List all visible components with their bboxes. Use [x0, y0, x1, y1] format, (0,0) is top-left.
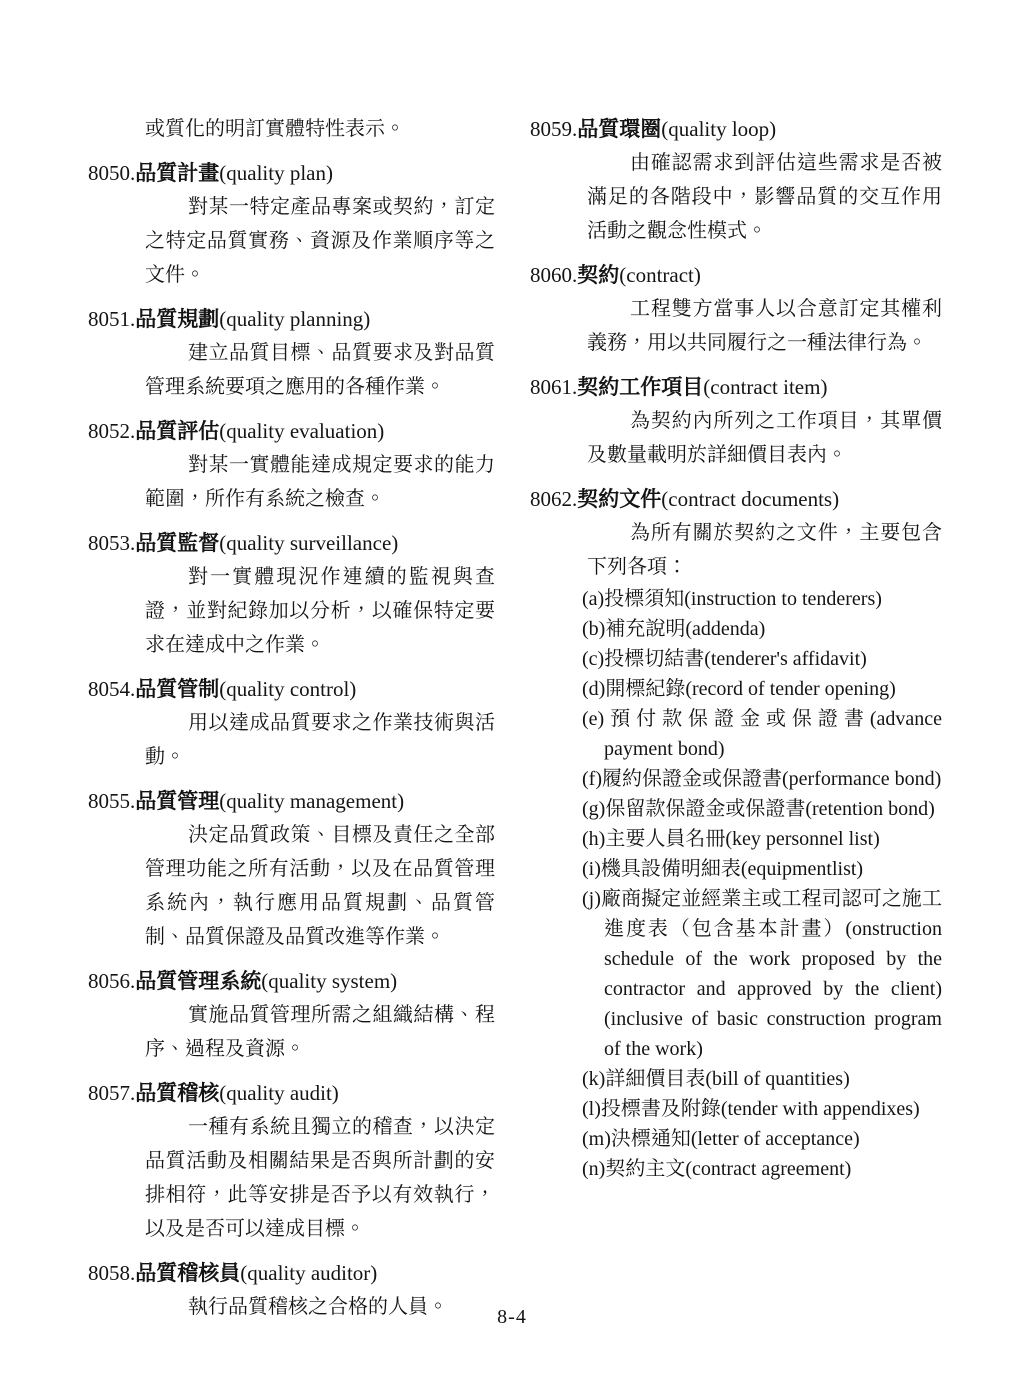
entry-number: 8056. — [88, 969, 136, 993]
contract-document-item-c: (c)投標切結書(tenderer's affidavit) — [582, 648, 867, 670]
entry-definition: 實施品質管理所需之組織結構、程序、過程及資源。 — [145, 1004, 495, 1060]
entry-term-english: (quality plan) — [219, 161, 333, 185]
entry-heading-8062 — [530, 482, 942, 516]
contract-document-item-k: (k)詳細價目表(bill of quantities) — [582, 1068, 850, 1090]
entry-term-english: (quality system) — [261, 969, 398, 993]
entry-term: 品質環圈 — [577, 117, 662, 141]
entry-definition: 為契約內所列之工作項目，其單價及數量載明於詳細價目表內。 — [587, 410, 942, 466]
entry-number: 8061. — [530, 375, 578, 399]
entry-definition: 一種有系統且獨立的稽查，以決定品質活動及相關結果是否與所計劃的安排相符，此等安排是否予以有效執行，以及是否可以達成目標。 — [145, 1116, 495, 1240]
entry-heading-8059 — [530, 112, 942, 146]
entry-number: 8052. — [88, 419, 136, 443]
entry-heading-8055 — [88, 784, 495, 818]
entry-term: 契約 — [577, 263, 620, 287]
contract-document-item-n: (n)契約主文(contract agreement) — [582, 1158, 852, 1180]
contract-document-item-f: (f)履約保證金或保證書(performance bond) — [582, 768, 942, 790]
contract-document-item-a: (a)投標須知(instruction to tenderers) — [582, 588, 882, 610]
contract-document-item-j: (j)廠商擬定並經業主或工程司認可之施工進度表（包含基本計畫）(onstruction schedule of the work proposed by the contractor and approved by the client) (inclusive of basic construction program of the work) — [582, 888, 942, 1060]
entry-heading-8054 — [88, 672, 495, 706]
entry-number: 8054. — [88, 677, 136, 701]
entry-definition: 為所有關於契約之文件，主要包含下列各項： — [587, 522, 942, 578]
entry-term: 契約工作項目 — [577, 375, 704, 399]
entry-term: 品質規劃 — [135, 307, 220, 331]
contract-document-item-h: (h)主要人員名冊(key personnel list) — [582, 828, 880, 850]
contract-document-item-d: (d)開標紀錄(record of tender opening) — [582, 678, 896, 700]
entry-heading-8050 — [88, 156, 495, 190]
entry-term: 品質稽核員 — [135, 1261, 241, 1285]
entry-term-english: (contract item) — [703, 375, 828, 399]
entry-term: 品質管理 — [135, 789, 220, 813]
entry-number: 8060. — [530, 263, 578, 287]
entry-term: 品質管制 — [135, 677, 220, 701]
entry-term: 契約文件 — [577, 487, 662, 511]
entry-definition: 由確認需求到評估這些需求是否被滿足的各階段中，影響品質的交互作用活動之觀念性模式。 — [587, 152, 942, 242]
entry-term: 品質稽核 — [135, 1081, 220, 1105]
right-column — [530, 112, 942, 1184]
entry-heading-8056 — [88, 964, 495, 998]
entry-definition: 執行品質稽核之合格的人員。 — [188, 1296, 448, 1318]
entry-number: 8062. — [530, 487, 578, 511]
contract-document-item-b: (b)補充說明(addenda) — [582, 618, 766, 640]
entry-definition: 對某一實體能達成規定要求的能力範圍，所作有系統之檢查。 — [145, 454, 495, 510]
entry-definition-continuation: 或質化的明訂實體特性表示。 — [145, 118, 405, 140]
entry-definition: 決定品質政策、目標及責任之全部管理功能之所有活動，以及在品質管理系統內，執行應用品質規劃、品質管制、品質保證及品質改進等作業。 — [145, 824, 495, 948]
contract-document-item-e: (e)預付款保證金或保證書(advance payment bond) — [582, 708, 942, 760]
entry-term-english: (contract) — [619, 263, 701, 287]
entry-definition: 用以達成品質要求之作業技術與活動。 — [145, 712, 495, 768]
entry-term-english: (contract documents) — [661, 487, 840, 511]
entry-term-english: (quality planning) — [219, 307, 371, 331]
contract-document-item-l: (l)投標書及附錄(tender with appendixes) — [582, 1098, 920, 1120]
entry-definition: 工程雙方當事人以合意訂定其權利義務，用以共同履行之一種法律行為。 — [587, 298, 942, 354]
contract-document-item-m: (m)決標通知(letter of acceptance) — [582, 1128, 860, 1150]
entry-definition: 建立品質目標、品質要求及對品質管理系統要項之應用的各種作業。 — [145, 342, 495, 398]
entry-term: 品質計畫 — [135, 161, 220, 185]
entry-heading-8053 — [88, 526, 495, 560]
entry-definition: 對一實體現況作連續的監視與查證，並對紀錄加以分析，以確保特定要求在達成中之作業。 — [145, 566, 495, 656]
entry-number: 8051. — [88, 307, 136, 331]
left-column — [88, 112, 495, 1324]
entry-term: 品質評估 — [135, 419, 220, 443]
entry-number: 8058. — [88, 1261, 136, 1285]
entry-term: 品質管理系統 — [135, 969, 262, 993]
entry-term-english: (quality auditor) — [240, 1261, 378, 1285]
entry-heading-8052 — [88, 414, 495, 448]
entry-term-english: (quality surveillance) — [219, 531, 399, 555]
entry-term-english: (quality loop) — [661, 117, 777, 141]
entry-number: 8059. — [530, 117, 578, 141]
entry-number: 8053. — [88, 531, 136, 555]
entry-definition: 對某一特定產品專案或契約，訂定之特定品質實務、資源及作業順序等之文件。 — [145, 196, 495, 286]
entry-term-english: (quality evaluation) — [219, 419, 385, 443]
entry-number: 8050. — [88, 161, 136, 185]
entry-term-english: (quality management) — [219, 789, 405, 813]
entry-heading-8058 — [88, 1256, 495, 1290]
entry-term-english: (quality audit) — [219, 1081, 339, 1105]
entry-heading-8057 — [88, 1076, 495, 1110]
entry-term: 品質監督 — [135, 531, 220, 555]
contract-document-item-g: (g)保留款保證金或保證書(retention bond) — [582, 798, 935, 820]
entry-heading-8060 — [530, 258, 942, 292]
contract-documents-list — [582, 584, 942, 1184]
entry-number: 8055. — [88, 789, 136, 813]
entry-heading-8061 — [530, 370, 942, 404]
contract-document-item-i: (i)機具設備明細表(equipmentlist) — [582, 858, 864, 880]
entry-number: 8057. — [88, 1081, 136, 1105]
entry-heading-8051 — [88, 302, 495, 336]
page-number: 8-4 — [497, 1306, 527, 1328]
entry-term-english: (quality control) — [219, 677, 357, 701]
